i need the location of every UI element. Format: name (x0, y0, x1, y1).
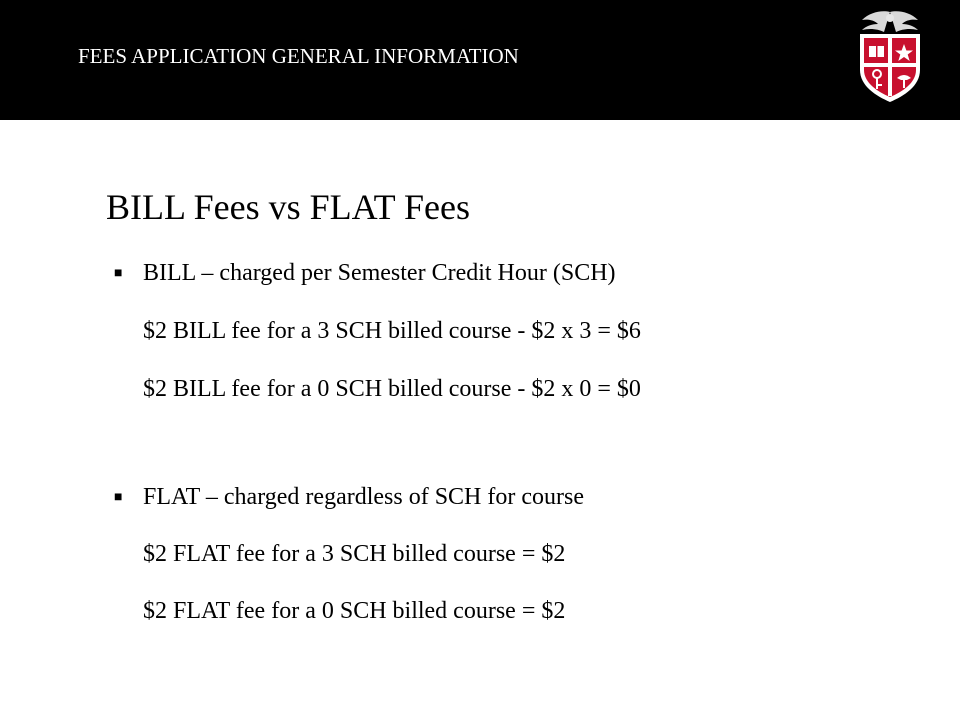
flat-example-1: $2 FLAT fee for a 3 SCH billed course = $2 (143, 541, 566, 567)
flat-example-2: $2 FLAT fee for a 0 SCH billed course = $2 (143, 598, 566, 624)
bill-heading: BILL – charged per Semester Credit Hour (SCH) (143, 260, 616, 286)
slide-header (0, 0, 960, 120)
slide-title: BILL Fees vs FLAT Fees (106, 187, 470, 227)
square-bullet-icon: ■ (114, 490, 123, 505)
bill-example-1: $2 BILL fee for a 3 SCH billed course - $2 x 3 = $6 (143, 318, 641, 344)
square-bullet-icon: ■ (114, 266, 123, 281)
university-shield-logo-icon (852, 8, 928, 104)
bill-example-2: $2 BILL fee for a 0 SCH billed course - $2 x 0 = $0 (143, 376, 641, 402)
header-title: FEES APPLICATION GENERAL INFORMATION (78, 44, 519, 68)
flat-heading: FLAT – charged regardless of SCH for course (143, 484, 585, 510)
